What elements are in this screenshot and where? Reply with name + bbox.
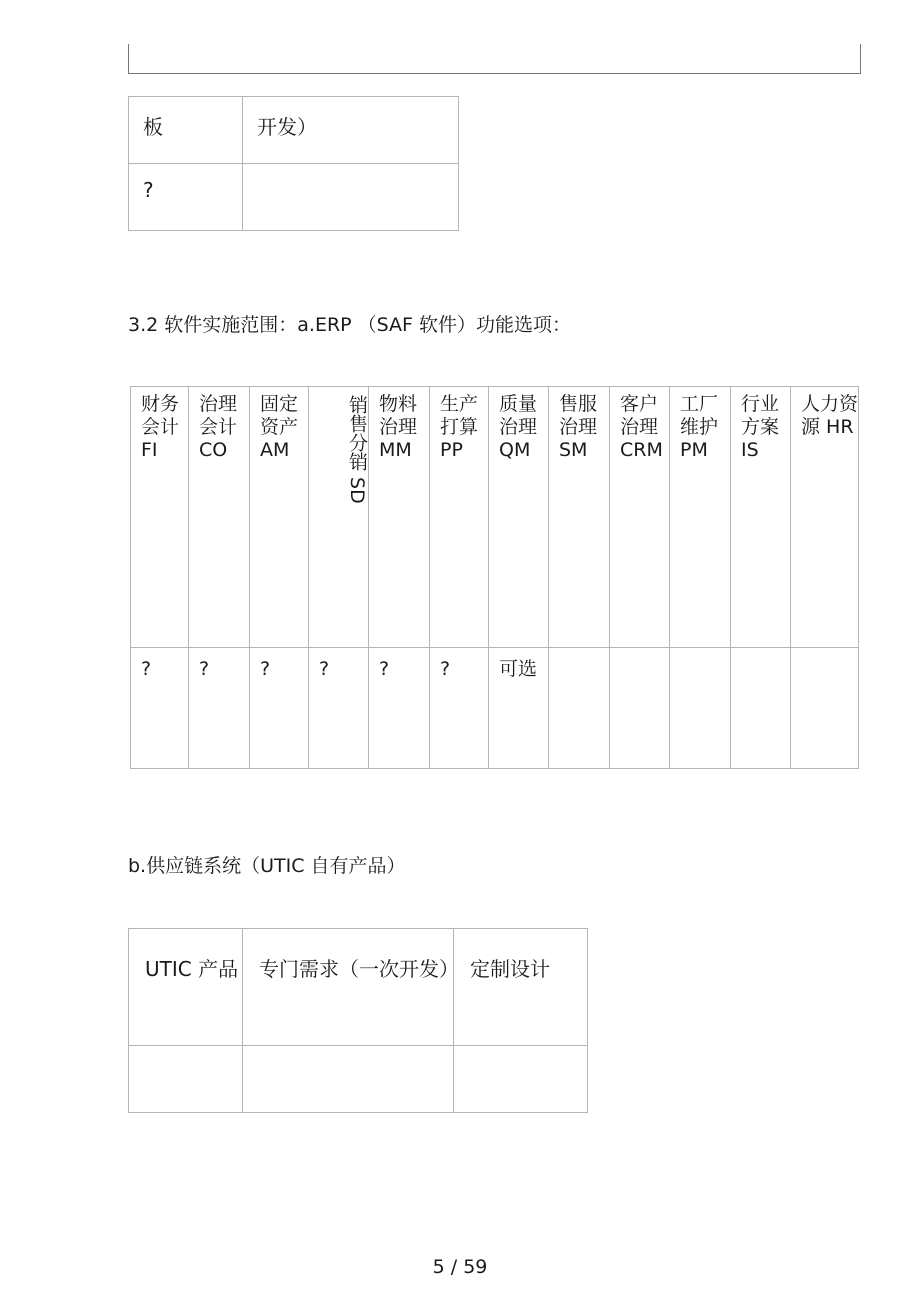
continued-table-box bbox=[128, 44, 861, 74]
module-sm: 售服治理 SM bbox=[549, 387, 610, 648]
table-row bbox=[129, 1046, 588, 1113]
table-cell bbox=[129, 1046, 243, 1113]
module-qm: 质量治理 QM bbox=[489, 387, 549, 648]
mark-am: ? bbox=[250, 648, 309, 769]
table-cell: ? bbox=[129, 164, 243, 231]
mark-co: ? bbox=[189, 648, 250, 769]
module-mm: 物料治理 MM bbox=[369, 387, 430, 648]
section-heading: 3.2 软件实施范围：a.ERP （SAF 软件）功能选项： bbox=[128, 314, 572, 336]
module-am: 固定资产 AM bbox=[250, 387, 309, 648]
table-row bbox=[131, 648, 859, 769]
module-is: 行业方案 IS bbox=[731, 387, 791, 648]
table-row bbox=[129, 97, 459, 164]
mark-qm: 可选 bbox=[489, 648, 549, 769]
module-sd: 销售分销 SD bbox=[309, 387, 369, 648]
module-pm: 工厂维护 PM bbox=[670, 387, 731, 648]
mark-sm bbox=[549, 648, 610, 769]
mark-mm: ? bbox=[369, 648, 430, 769]
table-header-row bbox=[129, 929, 588, 1046]
table-cell bbox=[243, 1046, 454, 1113]
mark-pp: ? bbox=[430, 648, 489, 769]
module-hr: 人力资源 HR bbox=[791, 387, 859, 648]
mark-is bbox=[731, 648, 791, 769]
table-cell bbox=[454, 1046, 588, 1113]
table-cell: 开发） bbox=[243, 97, 459, 164]
mark-sd: ? bbox=[309, 648, 369, 769]
mark-pm bbox=[670, 648, 731, 769]
table-continued bbox=[128, 96, 459, 231]
supply-chain-heading: b.供应链系统（UTIC 自有产品） bbox=[128, 855, 406, 877]
header-utic-product: UTIC 产品 bbox=[129, 929, 243, 1046]
erp-modules-table bbox=[130, 386, 859, 769]
module-fi: 财务会计 FI bbox=[131, 387, 189, 648]
module-crm: 客户治理 CRM bbox=[610, 387, 670, 648]
table-cell: 板 bbox=[129, 97, 243, 164]
mark-crm bbox=[610, 648, 670, 769]
table-header-row bbox=[131, 387, 859, 648]
supply-chain-table bbox=[128, 928, 588, 1113]
mark-hr bbox=[791, 648, 859, 769]
table-row bbox=[129, 164, 459, 231]
page-number: 5 / 59 bbox=[432, 1256, 488, 1278]
mark-fi: ? bbox=[131, 648, 189, 769]
module-pp: 生产打算 PP bbox=[430, 387, 489, 648]
module-co: 治理会计 CO bbox=[189, 387, 250, 648]
table-cell bbox=[243, 164, 459, 231]
header-special-requirements: 专门需求（一次开发） bbox=[243, 929, 454, 1046]
header-custom-design: 定制设计 bbox=[454, 929, 588, 1046]
